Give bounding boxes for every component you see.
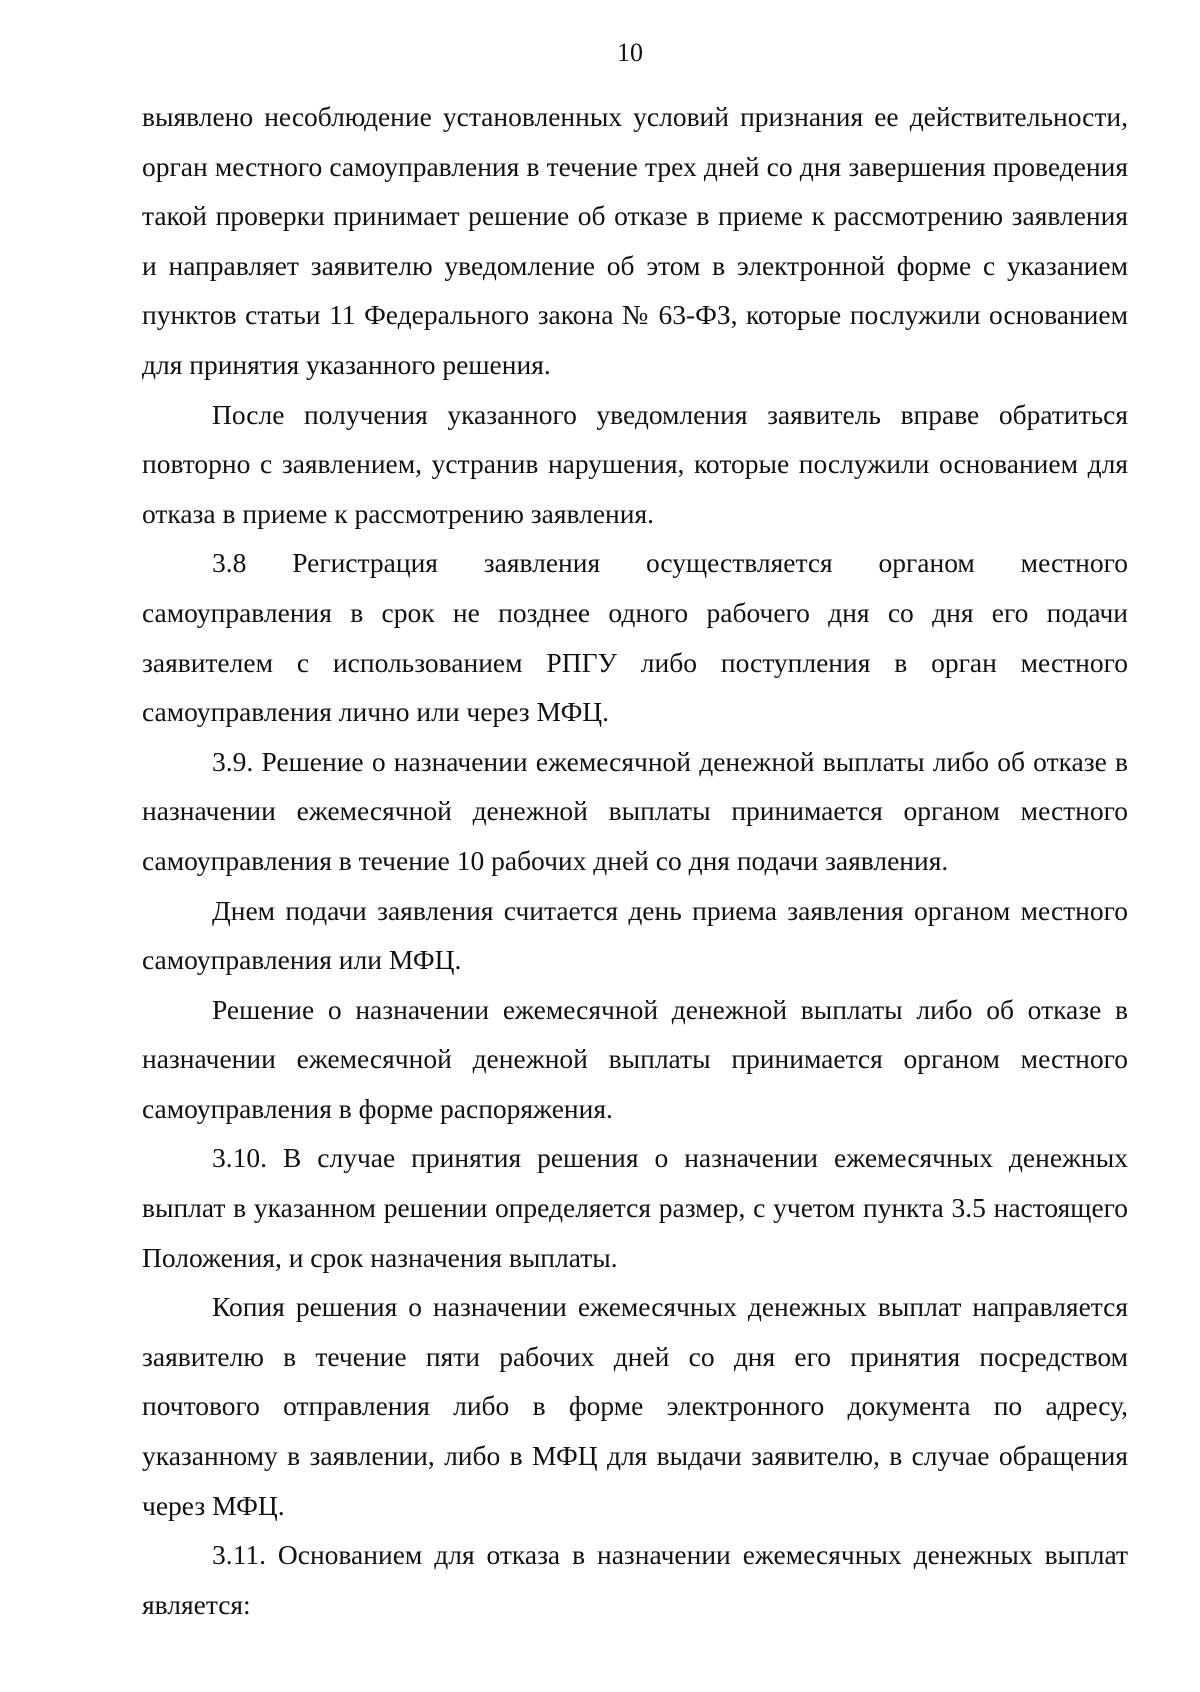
paragraph-copy-sending: Копия решения о назначении ежемесячных денежных выплат направляется заявителю в течение пяти рабочих дней со дня его принятия посредством почтового отправления либо в форме электронного документа по адресу, указанному в заявлении, либо в МФЦ для выдачи заявителю, в случае обращения через МФЦ. (142, 1291, 1128, 1521)
paragraph-3-8: 3.8 Регистрация заявления осуществляется органом местного самоуправления в срок не позднее одного рабочего дня со дня его подачи заявителем с использованием РПГУ либо поступления в орган местного самоуправления лично или через МФЦ. (142, 547, 1128, 728)
paragraph-continuation: выявлено несоблюдение установленных условий признания ее действительности, орган местного самоуправления в течение трех дней со дня завершения проведения такой проверки принимает решение об отказе в приеме к рассмотрению заявления и направляет заявителю уведомление об этом в электронной форме с указанием пунктов статьи 11 Федерального закона № 63-ФЗ, которые послужили основанием для принятия указанного решения. (142, 101, 1128, 380)
document-body (142, 92, 1128, 1629)
paragraph-3-9: 3.9. Решение о назначении ежемесячной денежной выплаты либо об отказе в назначении ежемесячной денежной выплаты принимается органом местного самоуправления в течение 10 рабочих дней со дня подачи заявления. (142, 745, 1128, 876)
paragraph-submission-day: Днем подачи заявления считается день приема заявления органом местного самоуправления или МФЦ. (142, 894, 1128, 976)
paragraph-decision-form: Решение о назначении ежемесячной денежной выплаты либо об отказе в назначении ежемесячной денежной выплаты принимается органом местного самоуправления в форме распоряжения. (142, 993, 1128, 1124)
paragraph-3-10: 3.10. В случае принятия решения о назначении ежемесячных денежных выплат в указанном решении определяется размер, с учетом пункта 3.5 настоящего Положения, и срок назначения выплаты. (142, 1142, 1128, 1273)
paragraph-3-11: 3.11. Основанием для отказа в назначении ежемесячных денежных выплат является: (142, 1539, 1128, 1620)
paragraph-repeat-application: После получения указанного уведомления заявитель вправе обратиться повторно с заявлением, устранив нарушения, которые послужили основанием для отказа в приеме к рассмотрению заявления. (142, 398, 1128, 529)
page-number: 10 (617, 38, 643, 67)
